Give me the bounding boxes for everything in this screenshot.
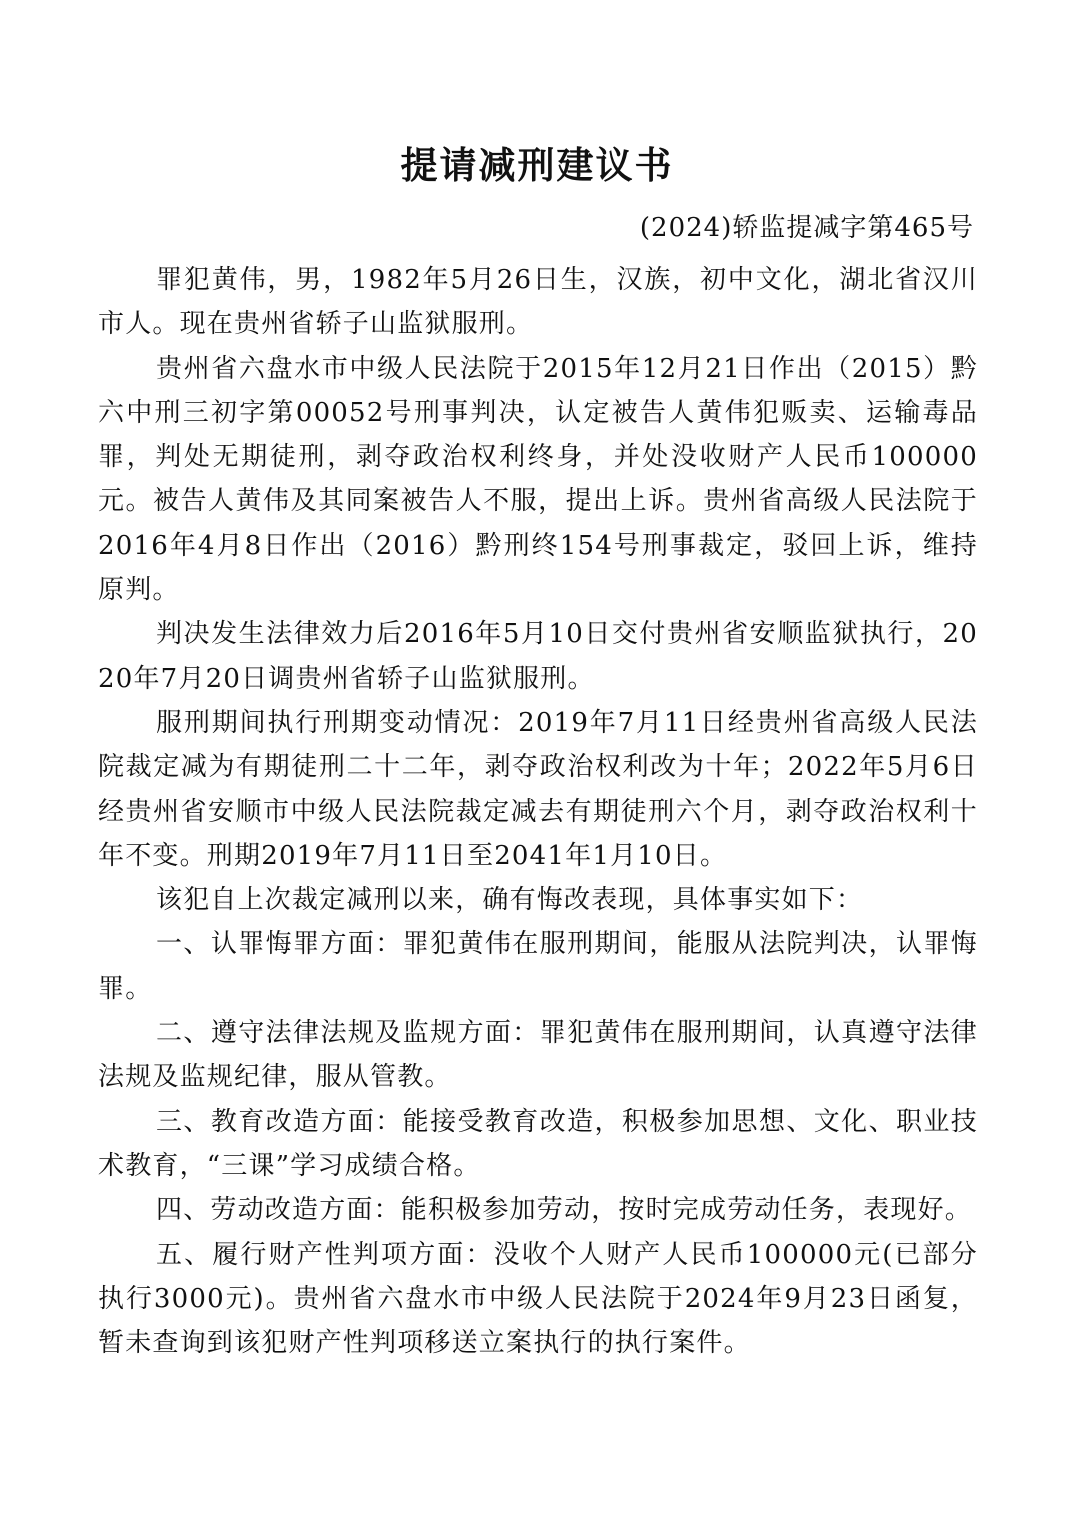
document-title: 提请减刑建议书 xyxy=(400,144,674,187)
paragraph-point-2: 二、遵守法律法规及监规方面：罪犯黄伟在服刑期间，认真遵守法律法规及监规纪律，服从管教。 xyxy=(98,1018,978,1093)
paragraph-facts-intro: 该犯自上次裁定减刑以来，确有悔改表现，具体事实如下： xyxy=(156,885,864,916)
paragraph-original-judgment: 贵州省六盘水市中级人民法院于2015年12月21日作出（2015）黔六中刑三初字第00052号刑事判决，认定被告人黄伟犯贩卖、运输毒品罪，判处无期徒刑，剥夺政治权利终身，并处没收财产人民币100000元。被告人黄伟及其同案被告人不服，提出上诉。贵州省高级人民法院于2016年4月8日作出（2016）黔刑终154号刑事裁定，驳回上诉，维持原判。 xyxy=(98,353,978,606)
paragraph-point-3: 三、教育改造方面：能接受教育改造，积极参加思想、文化、职业技术教育，“三课”学习成绩合格。 xyxy=(98,1106,978,1181)
paragraph-point-1: 一、认罪悔罪方面：罪犯黄伟在服刑期间，能服从法院判决，认罪悔罪。 xyxy=(98,929,978,1004)
paragraph-sentence-changes: 服刑期间执行刑期变动情况：2019年7月11日经贵州省高级人民法院裁定减为有期徒刑二十二年，剥夺政治权利改为十年；2022年5月6日经贵州省安顺市中级人民法院裁定减去有期徒刑六个月，剥夺政治权利十年不变。刑期2019年7月11日至2041年1月10日。 xyxy=(98,707,978,871)
document-number: (2024)轿监提减字第465号 xyxy=(639,213,974,243)
paragraph-criminal-info: 罪犯黄伟，男，1982年5月26日生，汉族，初中文化，湖北省汉川市人。现在贵州省轿子山监狱服刑。 xyxy=(98,265,978,340)
paragraph-point-5: 五、履行财产性判项方面：没收个人财产人民币100000元(已部分执行3000元)。贵州省六盘水市中级人民法院于2024年9月23日函复，暂未查询到该犯财产性判项移送立案执行的执行案件。 xyxy=(98,1239,978,1359)
document-body xyxy=(98,258,978,1365)
paragraph-execution: 判决发生法律效力后2016年5月10日交付贵州省安顺监狱执行，2020年7月20日调贵州省轿子山监狱服刑。 xyxy=(98,619,978,694)
paragraph-point-4: 四、劳动改造方面：能积极参加劳动，按时完成劳动任务，表现好。 xyxy=(156,1195,973,1226)
